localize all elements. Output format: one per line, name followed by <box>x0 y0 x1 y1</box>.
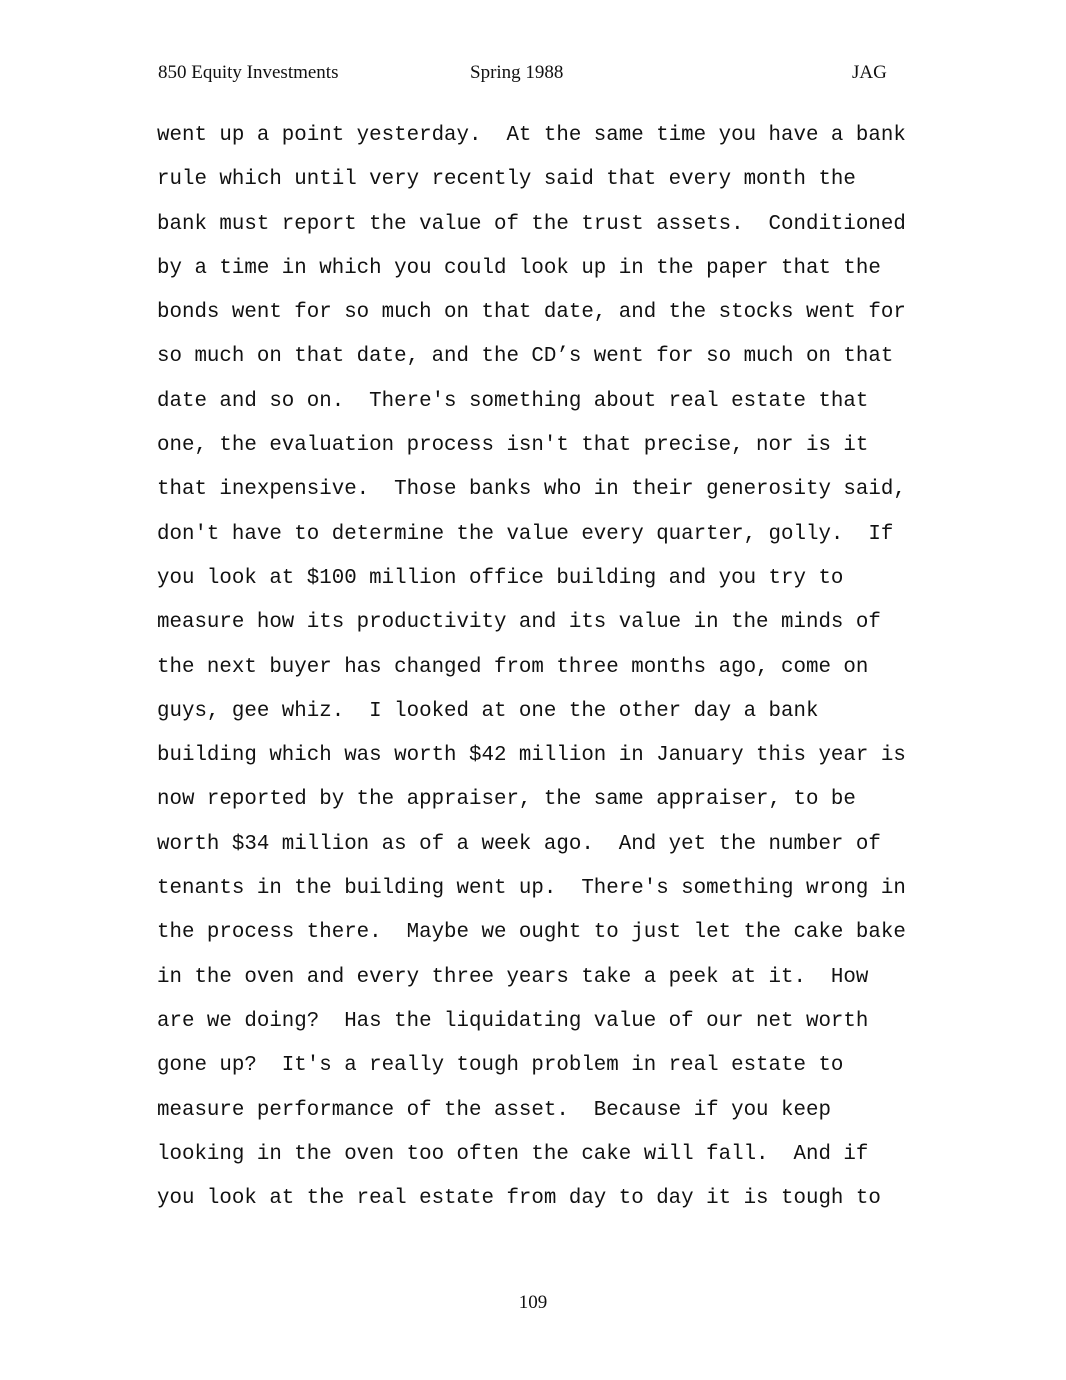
text-line: don't have to determine the value every quarter, golly. If <box>157 522 894 546</box>
text-line: now reported by the appraiser, the same appraiser, to be <box>157 788 856 812</box>
text-line: you look at $100 million office building and you try to <box>157 566 844 590</box>
course-title: 850 Equity Investments <box>158 62 339 83</box>
text-line: the process there. Maybe we ought to just let the cake bake <box>157 921 906 945</box>
term-label: Spring 1988 <box>470 62 564 83</box>
text-line: you look at the real estate from day to day it is tough to <box>157 1187 881 1211</box>
text-line: measure how its productivity and its value in the minds of <box>157 611 881 635</box>
text-line: measure performance of the asset. Because if you keep <box>157 1098 831 1122</box>
text-line: worth $34 million as of a week ago. And yet the number of <box>157 832 881 856</box>
text-line: gone up? It's a really tough problem in real estate to <box>157 1054 844 1078</box>
transcript-body <box>157 122 957 1229</box>
text-line: so much on that date, and the CD’s went for so much on that <box>157 345 894 369</box>
text-line: in the oven and every three years take a peek at it. How <box>157 965 869 989</box>
text-line: by a time in which you could look up in the paper that the <box>157 256 881 280</box>
text-line: bank must report the value of the trust assets. Conditioned <box>157 212 906 236</box>
text-line: one, the evaluation process isn't that precise, nor is it <box>157 434 869 458</box>
text-line: that inexpensive. Those banks who in their generosity said, <box>157 478 906 502</box>
text-line: rule which until very recently said that every month the <box>157 168 856 192</box>
page-header <box>0 62 1066 90</box>
text-line: date and so on. There's something about real estate that <box>157 389 869 413</box>
text-line: went up a point yesterday. At the same time you have a bank <box>157 124 906 147</box>
text-line: the next buyer has changed from three months ago, come on <box>157 655 869 679</box>
text-line: looking in the oven too often the cake will fall. And if <box>157 1142 869 1166</box>
text-line: are we doing? Has the liquidating value of our net worth <box>157 1009 869 1033</box>
text-line: building which was worth $42 million in January this year is <box>157 744 906 768</box>
text-line: bonds went for so much on that date, and the stocks went for <box>157 301 906 325</box>
author-initials: JAG <box>852 62 887 83</box>
text-line: guys, gee whiz. I looked at one the other day a bank <box>157 699 819 723</box>
page-number: 109 <box>518 1292 548 1313</box>
text-line: tenants in the building went up. There's something wrong in <box>157 877 906 901</box>
